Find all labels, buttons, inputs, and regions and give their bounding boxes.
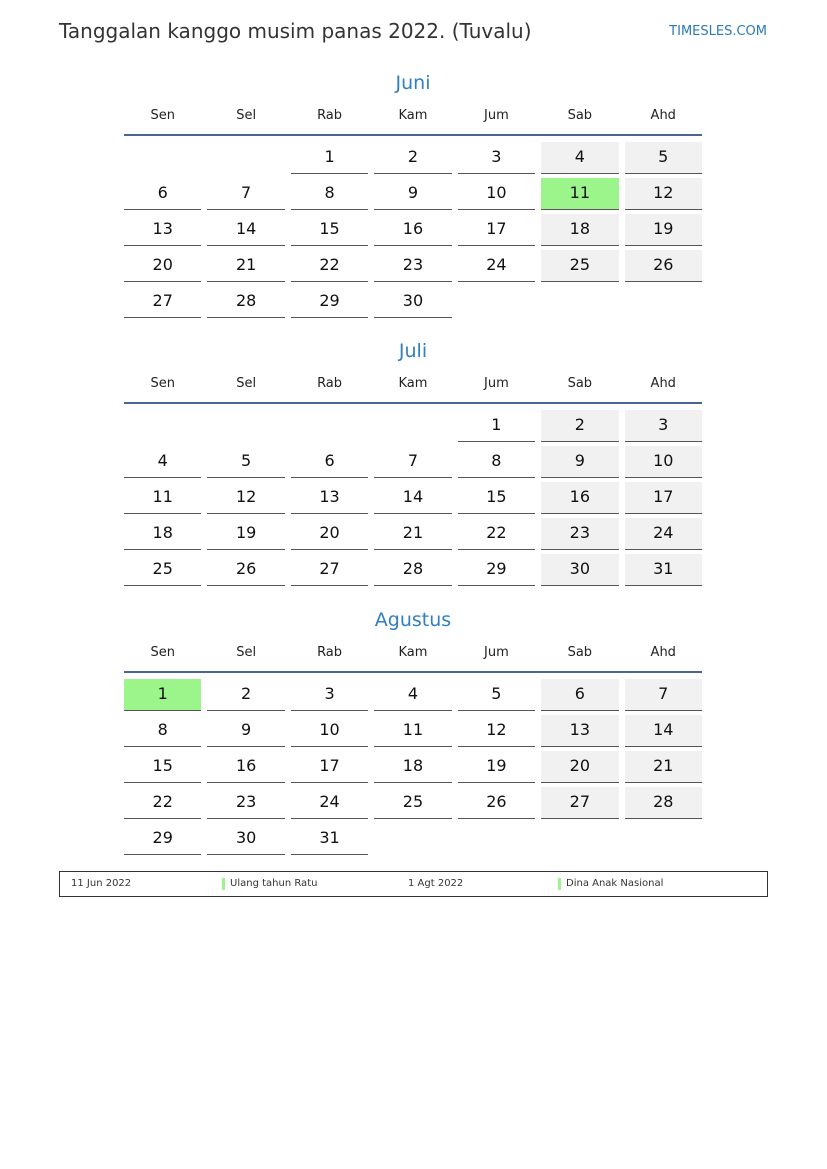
day-number: 13: [124, 214, 201, 246]
day-cell: [204, 284, 287, 320]
day-cell: [455, 677, 538, 713]
day-number: 19: [458, 751, 535, 783]
day-number: 7: [207, 178, 284, 210]
day-number: 3: [458, 142, 535, 174]
day-cell: [288, 480, 371, 516]
day-cell: [121, 749, 204, 785]
empty-cell: [288, 408, 371, 444]
empty-cell: [204, 140, 287, 176]
weekday-label: Rab: [317, 376, 343, 391]
day-cell: [455, 444, 538, 480]
brand-link[interactable]: TIMESLES.COM: [669, 24, 767, 39]
day-cell: [288, 677, 371, 713]
day-number: 29: [458, 554, 535, 586]
day-number: 26: [207, 554, 284, 586]
day-cell: [538, 248, 621, 284]
day-cell: [288, 284, 371, 320]
day-number: 15: [291, 214, 368, 246]
day-number: 18: [374, 751, 451, 783]
month-title: Agustus: [374, 609, 452, 631]
day-number: 9: [541, 446, 618, 478]
month-title: Juni: [395, 72, 431, 94]
day-number: 19: [207, 518, 284, 550]
day-number: 21: [374, 518, 451, 550]
day-cell: [204, 552, 287, 588]
day-cell: [622, 444, 705, 480]
day-number: 1: [458, 410, 535, 442]
day-number: 19: [625, 214, 702, 246]
day-number: 14: [207, 214, 284, 246]
day-cell: [288, 140, 371, 176]
weekday-label: Kam: [398, 645, 428, 660]
legend-color-marker: [222, 878, 225, 890]
day-number: 12: [207, 482, 284, 514]
day-number: 27: [291, 554, 368, 586]
day-cell: [455, 552, 538, 588]
empty-cell: [121, 408, 204, 444]
day-cell: [455, 248, 538, 284]
day-cell: [371, 749, 454, 785]
holiday-day-cell: [538, 176, 621, 212]
day-cell: [455, 713, 538, 749]
day-number: 4: [124, 446, 201, 478]
day-cell: [204, 212, 287, 248]
weekday-label: Kam: [398, 376, 428, 391]
day-cell: [204, 248, 287, 284]
day-number: 29: [291, 286, 368, 318]
day-number: 10: [291, 715, 368, 747]
month-august: [121, 607, 705, 857]
weekday-label: Ahd: [650, 376, 676, 391]
day-number: 15: [458, 482, 535, 514]
day-cell: [371, 677, 454, 713]
day-cell: [455, 176, 538, 212]
day-cell: [121, 516, 204, 552]
day-number: 16: [541, 482, 618, 514]
day-cell: [538, 552, 621, 588]
day-cell: [371, 176, 454, 212]
day-number: 8: [458, 446, 535, 478]
weekday-label: Ahd: [650, 108, 676, 123]
day-number: 11: [124, 482, 201, 514]
day-cell: [622, 408, 705, 444]
day-number: 14: [374, 482, 451, 514]
day-number: 7: [374, 446, 451, 478]
page-title: Tanggalan kanggo musim panas 2022. (Tuvalu): [59, 19, 532, 43]
day-cell: [121, 480, 204, 516]
day-number: 31: [291, 823, 368, 855]
weekday-label: Sel: [236, 645, 257, 660]
day-number: 30: [541, 554, 618, 586]
day-cell: [121, 212, 204, 248]
day-cell: [538, 677, 621, 713]
weekday-label: Sen: [150, 645, 175, 660]
day-number: 2: [207, 679, 284, 711]
weekday-label: Sel: [236, 376, 257, 391]
day-cell: [288, 212, 371, 248]
day-cell: [288, 785, 371, 821]
day-number: 23: [374, 250, 451, 282]
day-number: 10: [458, 178, 535, 210]
weekday-header: [121, 374, 705, 394]
day-number: 25: [124, 554, 201, 586]
weekday-header: [121, 106, 705, 126]
weekday-label: Sab: [567, 108, 593, 123]
weekday-header: [121, 643, 705, 663]
day-cell: [622, 749, 705, 785]
day-number: 25: [374, 787, 451, 819]
weekday-label: Rab: [317, 108, 343, 123]
day-cell: [538, 480, 621, 516]
day-number: 28: [625, 787, 702, 819]
day-cell: [538, 749, 621, 785]
day-cell: [204, 480, 287, 516]
day-number: 24: [625, 518, 702, 550]
day-cell: [204, 749, 287, 785]
day-number: 11: [541, 178, 618, 210]
day-cell: [121, 552, 204, 588]
day-number: 21: [207, 250, 284, 282]
day-cell: [538, 408, 621, 444]
day-grid: [121, 677, 705, 857]
day-number: 8: [291, 178, 368, 210]
day-cell: [371, 713, 454, 749]
day-number: 30: [207, 823, 284, 855]
day-number: 27: [541, 787, 618, 819]
day-number: 16: [374, 214, 451, 246]
day-cell: [455, 480, 538, 516]
day-cell: [455, 212, 538, 248]
day-number: 22: [291, 250, 368, 282]
legend-date: 11 Jun 2022: [71, 878, 132, 889]
day-number: 25: [541, 250, 618, 282]
day-cell: [121, 713, 204, 749]
day-grid: [121, 140, 705, 320]
day-number: 1: [124, 679, 201, 711]
month-june: [121, 70, 705, 320]
day-cell: [371, 284, 454, 320]
day-cell: [121, 248, 204, 284]
day-number: 2: [374, 142, 451, 174]
day-number: 31: [625, 554, 702, 586]
header-divider: [124, 402, 702, 404]
holiday-legend: [59, 871, 768, 897]
day-cell: [288, 749, 371, 785]
day-number: 12: [458, 715, 535, 747]
day-number: 17: [291, 751, 368, 783]
header-divider: [124, 134, 702, 136]
day-number: 20: [291, 518, 368, 550]
weekday-label: Ahd: [650, 645, 676, 660]
weekday-label: Sen: [150, 108, 175, 123]
day-cell: [288, 444, 371, 480]
day-cell: [204, 176, 287, 212]
weekday-label: Jum: [484, 376, 509, 391]
day-cell: [204, 713, 287, 749]
day-cell: [622, 677, 705, 713]
day-cell: [121, 444, 204, 480]
day-cell: [622, 176, 705, 212]
weekday-label: Jum: [484, 108, 509, 123]
day-cell: [204, 677, 287, 713]
day-cell: [455, 516, 538, 552]
weekday-label: Jum: [484, 645, 509, 660]
day-number: 28: [374, 554, 451, 586]
day-cell: [371, 516, 454, 552]
day-number: 23: [541, 518, 618, 550]
day-number: 23: [207, 787, 284, 819]
day-cell: [622, 140, 705, 176]
month-july: [121, 338, 705, 588]
day-cell: [622, 713, 705, 749]
day-cell: [538, 140, 621, 176]
day-cell: [204, 785, 287, 821]
day-number: 18: [124, 518, 201, 550]
day-number: 29: [124, 823, 201, 855]
day-cell: [204, 444, 287, 480]
day-number: 13: [291, 482, 368, 514]
day-number: 14: [625, 715, 702, 747]
weekday-label: Kam: [398, 108, 428, 123]
day-cell: [622, 480, 705, 516]
day-cell: [538, 212, 621, 248]
day-cell: [622, 785, 705, 821]
day-number: 13: [541, 715, 618, 747]
empty-cell: [371, 408, 454, 444]
day-number: 17: [458, 214, 535, 246]
day-number: 20: [541, 751, 618, 783]
day-number: 5: [625, 142, 702, 174]
day-number: 15: [124, 751, 201, 783]
day-number: 30: [374, 286, 451, 318]
day-number: 11: [374, 715, 451, 747]
day-cell: [204, 821, 287, 857]
legend-color-marker: [558, 878, 561, 890]
day-cell: [538, 785, 621, 821]
day-cell: [288, 552, 371, 588]
day-number: 20: [124, 250, 201, 282]
weekday-label: Rab: [317, 645, 343, 660]
weekday-label: Sel: [236, 108, 257, 123]
day-cell: [288, 248, 371, 284]
day-cell: [288, 713, 371, 749]
day-cell: [371, 785, 454, 821]
day-cell: [371, 480, 454, 516]
day-number: 6: [541, 679, 618, 711]
day-number: 3: [625, 410, 702, 442]
day-number: 22: [458, 518, 535, 550]
legend-date: 1 Agt 2022: [408, 878, 464, 889]
empty-cell: [204, 408, 287, 444]
legend-label: Dina Anak Nasional: [566, 878, 664, 889]
day-number: 24: [291, 787, 368, 819]
day-cell: [288, 821, 371, 857]
day-number: 5: [458, 679, 535, 711]
day-number: 7: [625, 679, 702, 711]
day-cell: [371, 444, 454, 480]
day-cell: [538, 516, 621, 552]
day-cell: [622, 248, 705, 284]
day-number: 17: [625, 482, 702, 514]
header-divider: [124, 671, 702, 673]
day-cell: [371, 140, 454, 176]
month-title: Juli: [398, 340, 428, 362]
day-number: 21: [625, 751, 702, 783]
weekday-label: Sab: [567, 376, 593, 391]
day-cell: [288, 176, 371, 212]
day-cell: [455, 408, 538, 444]
day-number: 5: [207, 446, 284, 478]
day-cell: [121, 284, 204, 320]
day-number: 3: [291, 679, 368, 711]
day-number: 8: [124, 715, 201, 747]
day-number: 24: [458, 250, 535, 282]
day-cell: [455, 749, 538, 785]
day-cell: [371, 248, 454, 284]
day-number: 26: [458, 787, 535, 819]
day-number: 2: [541, 410, 618, 442]
day-number: 16: [207, 751, 284, 783]
day-number: 6: [124, 178, 201, 210]
day-cell: [288, 516, 371, 552]
day-cell: [455, 785, 538, 821]
day-cell: [121, 821, 204, 857]
day-number: 6: [291, 446, 368, 478]
day-number: 26: [625, 250, 702, 282]
day-grid: [121, 408, 705, 588]
day-cell: [538, 713, 621, 749]
day-number: 9: [374, 178, 451, 210]
day-number: 9: [207, 715, 284, 747]
day-cell: [455, 140, 538, 176]
day-number: 28: [207, 286, 284, 318]
day-number: 27: [124, 286, 201, 318]
day-cell: [371, 212, 454, 248]
day-number: 18: [541, 214, 618, 246]
day-cell: [204, 516, 287, 552]
day-number: 1: [291, 142, 368, 174]
day-number: 4: [374, 679, 451, 711]
day-cell: [371, 552, 454, 588]
day-cell: [538, 444, 621, 480]
day-number: 12: [625, 178, 702, 210]
empty-cell: [121, 140, 204, 176]
day-number: 10: [625, 446, 702, 478]
day-cell: [121, 785, 204, 821]
holiday-day-cell: [121, 677, 204, 713]
day-number: 4: [541, 142, 618, 174]
weekday-label: Sab: [567, 645, 593, 660]
weekday-label: Sen: [150, 376, 175, 391]
day-cell: [622, 516, 705, 552]
day-cell: [121, 176, 204, 212]
day-cell: [622, 212, 705, 248]
legend-label: Ulang tahun Ratu: [230, 878, 318, 889]
day-cell: [622, 552, 705, 588]
day-number: 22: [124, 787, 201, 819]
